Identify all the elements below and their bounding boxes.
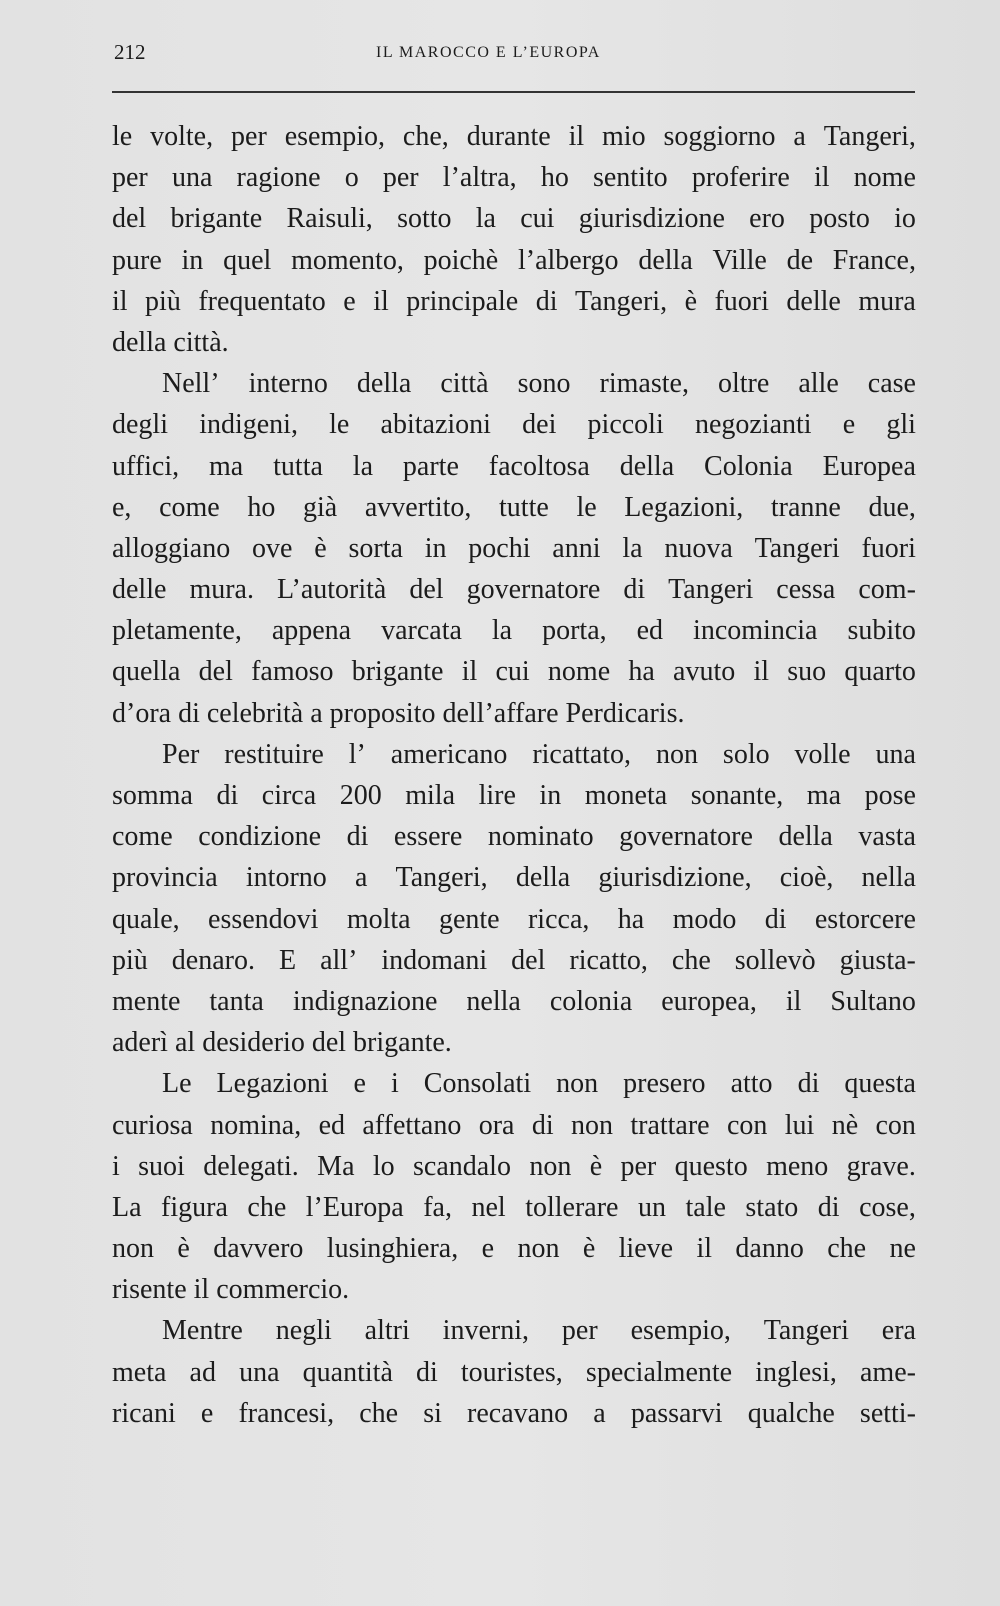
text-line: Nell’ interno della città sono rimaste, oltre alle case	[162, 368, 916, 400]
text-line: uffici, ma tutta la parte facoltosa della Colonia Europea	[112, 450, 916, 482]
text-line: provincia intorno a Tangeri, della giurisdizione, cioè, nella	[112, 862, 916, 894]
text-line: risente il commercio.	[112, 1274, 350, 1306]
page-number: 212	[114, 40, 146, 64]
page-header	[114, 40, 914, 70]
text-line: i suoi delegati. Ma lo scandalo non è per questo meno grave.	[112, 1150, 916, 1182]
text-line: il più frequentato e il principale di Tangeri, è fuori delle mura	[112, 285, 916, 317]
text-line: per una ragione o per l’altra, ho sentito proferire il nome	[112, 162, 916, 194]
text-line: quella del famoso brigante il cui nome ha avuto il suo quarto	[112, 656, 916, 688]
text-line: degli indigeni, le abitazioni dei piccoli negozianti e gli	[112, 409, 916, 441]
text-line: alloggiano ove è sorta in pochi anni la nuova Tangeri fuori	[112, 532, 916, 564]
text-line: d’ora di celebrità a proposito dell’affare Perdicaris.	[112, 697, 685, 729]
text-line: più denaro. E all’ indomani del ricatto, che sollevò giusta-	[112, 944, 916, 976]
text-line: somma di circa 200 mila lire in moneta sonante, ma pose	[112, 780, 916, 811]
text-line: pure in quel momento, poichè l’albergo della Ville de France,	[112, 244, 916, 276]
text-line: mente tanta indignazione nella colonia europea, il Sultano	[112, 985, 916, 1017]
text-line: pletamente, appena varcata la porta, ed incomincia subito	[112, 615, 916, 647]
text-line: della città.	[112, 326, 229, 358]
text-line: non è davvero lusinghiera, e non è lieve il danno che ne	[112, 1233, 916, 1265]
text-line: Mentre negli altri inverni, per esempio, Tangeri era	[162, 1315, 916, 1347]
text-line: La figura che l’Europa fa, nel tollerare un tale stato di cose,	[112, 1191, 916, 1223]
text-line: Per restituire l’ americano ricattato, non solo volle una	[162, 738, 916, 770]
text-line: Le Legazioni e i Consolati non presero atto di questa	[162, 1068, 916, 1100]
text-line: del brigante Raisuli, sotto la cui giurisdizione ero posto io	[112, 203, 916, 235]
text-line: curiosa nomina, ed affettano ora di non trattare con lui nè con	[112, 1109, 916, 1141]
header-rule	[112, 91, 915, 93]
text-line: delle mura. L’autorità del governatore di Tangeri cessa com-	[112, 574, 916, 606]
text-line: come condizione di essere nominato governatore della vasta	[112, 821, 916, 853]
body-text	[112, 116, 916, 1434]
text-line: ricani e francesi, che si recavano a passarvi qualche setti-	[112, 1397, 916, 1429]
running-head: IL MAROCCO E L’EUROPA	[376, 44, 601, 61]
text-line: aderì al desiderio del brigante.	[112, 1027, 452, 1059]
text-line: le volte, per esempio, che, durante il mio soggiorno a Tangeri,	[112, 121, 916, 152]
text-line: e, come ho già avvertito, tutte le Legazioni, tranne due,	[112, 491, 916, 523]
text-line: quale, essendovi molta gente ricca, ha modo di estorcere	[112, 903, 916, 935]
text-line: meta ad una quantità di touristes, specialmente inglesi, ame-	[112, 1356, 916, 1388]
